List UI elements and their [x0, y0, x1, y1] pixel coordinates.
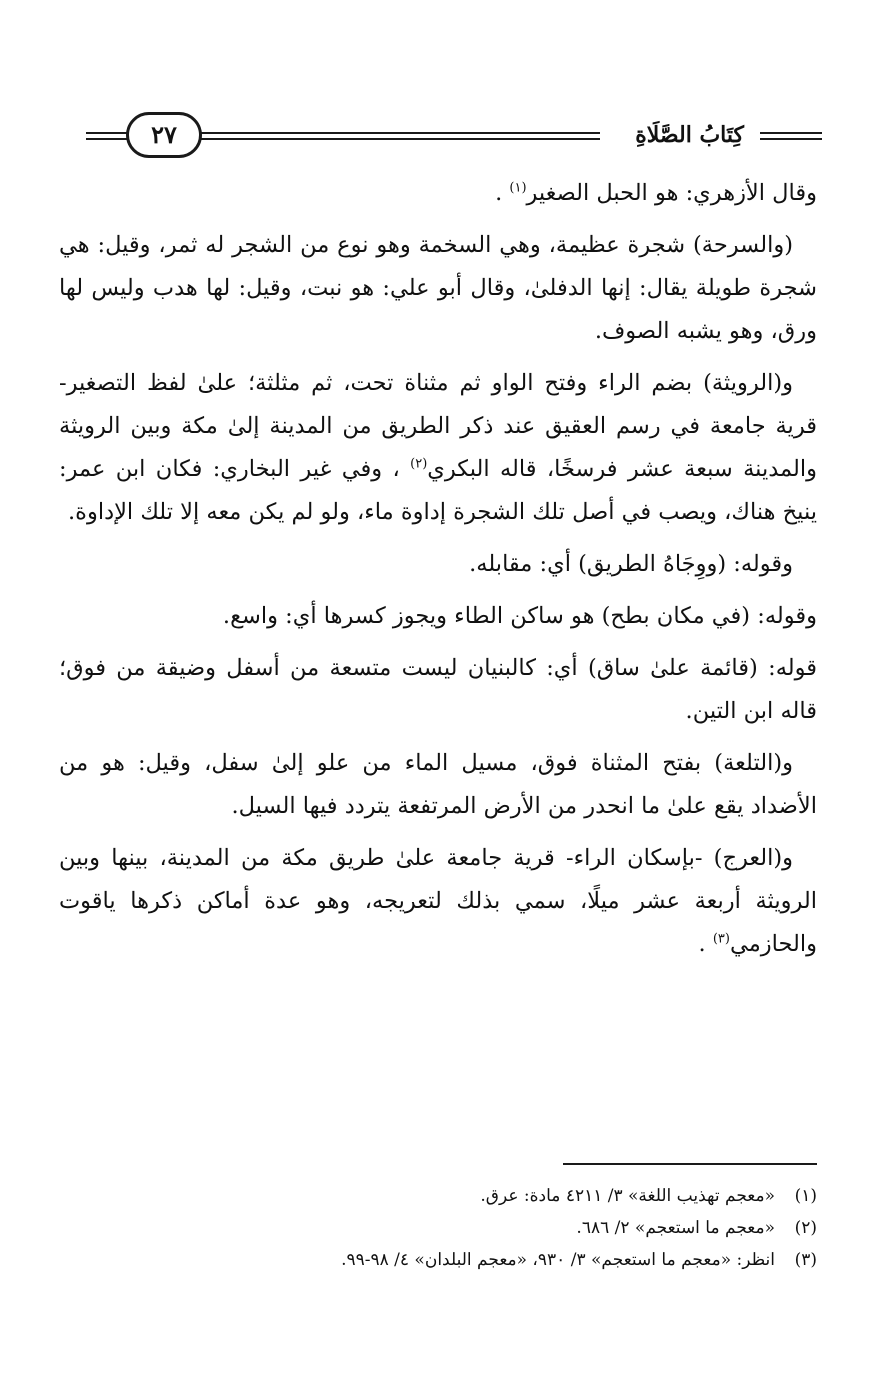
paragraph-text: و(التلعة) بفتح المثناة فوق، مسيل الماء من علو إلىٰ سفل، وقيل: هو من الأضداد يقع علىٰ ما انحدر من الأرض المرتفعة يتردد فيها السيل.: [59, 750, 817, 819]
main-text: [59, 172, 817, 975]
footnote-ref-1[interactable]: (١): [509, 180, 527, 196]
footnote-text: انظر: «معجم ما استعجم» ٣/ ٩٣٠، «معجم البلدان» ٤/ ٩٨-٩٩.: [341, 1250, 775, 1270]
paragraph-text: (والسرحة) شجرة عظيمة، وهي السخمة وهو نوع من الشجر له ثمر، وقيل: هي شجرة طويلة يقال: إنها الدفلىٰ، وقال أبو علي: هو نبت، وقيل: لها هدب وليس لها ورق، وهو يشبه الصوف.: [59, 232, 817, 344]
book-title: كِتَابُ الصَّلَاةِ: [635, 122, 744, 148]
paragraph-arj: [59, 837, 817, 966]
paragraph-ruwaytha: [59, 362, 817, 534]
paragraph-text: وقوله: (ووِجَاهُ الطريق) أي: مقابله.: [469, 551, 793, 577]
header-rule-middle-bottom: [198, 138, 600, 140]
footnote-ref-2[interactable]: (٢): [410, 456, 428, 472]
page-number: ٢٧: [151, 120, 177, 149]
page-number-badge: [126, 112, 202, 158]
paragraph-sarha: [59, 224, 817, 353]
header-rule-right-bottom: [760, 138, 822, 140]
footnote-2: [59, 1212, 817, 1244]
footnote-1: [59, 1180, 817, 1212]
header-rule-right-top: [760, 132, 822, 134]
header-rule-left-top: [86, 132, 130, 134]
paragraph-tal3a: [59, 742, 817, 828]
paragraph-azhari: [59, 172, 817, 215]
paragraph-qaima: [59, 647, 817, 733]
footnote-number: (١): [794, 1186, 817, 1206]
footnotes: [59, 1180, 817, 1276]
paragraph-text: و(الرويثة) بضم الراء وفتح الواو ثم مثناة تحت، ثم مثلثة؛ علىٰ لفظ التصغير- قرية جامعة في رسم العقيق عند ذكر الطريق من المدينة إلىٰ مكة وبين الرويثة والمدينة سبعة عشر فرسخًا، قاله البكري: [59, 370, 817, 482]
footnote-number: (٢): [794, 1218, 817, 1238]
footnote-number: (٣): [794, 1250, 817, 1270]
paragraph-text: وقال الأزهري: هو الحبل الصغير: [526, 180, 817, 206]
paragraph-tail: ، وفي غير البخاري: فكان ابن عمر: ينيخ هناك، ويصب في أصل تلك الشجرة إداوة ماء، ولو لم يكن معه إلا تلك الإداوة.: [59, 456, 817, 525]
paragraph-batah: [59, 595, 817, 638]
footnote-text: «معجم تهذيب اللغة» ٣/ ٤٢١١ مادة: عرق.: [480, 1186, 775, 1206]
page-header: [86, 112, 822, 162]
paragraph-text: وقوله: (في مكان بطح) هو ساكن الطاء ويجوز كسرها أي: واسع.: [222, 603, 817, 629]
footnote-3: [59, 1244, 817, 1276]
paragraph-tail: .: [698, 931, 706, 957]
footnote-ref-3[interactable]: (٣): [712, 931, 730, 947]
header-rule-middle-top: [198, 132, 600, 134]
paragraph-text: قوله: (قائمة علىٰ ساق) أي: كالبنيان ليست متسعة من أسفل وضيقة من فوق؛ قاله ابن التين.: [59, 655, 817, 724]
header-rule-left-bottom: [86, 138, 130, 140]
footnote-text: «معجم ما استعجم» ٢/ ٦٨٦.: [576, 1218, 775, 1238]
paragraph-text: و(العرج) -بإسكان الراء- قرية جامعة علىٰ طريق مكة من المدينة، بينها وبين الرويثة أربعة عشر ميلًا، سمي بذلك لتعريجه، وهو عدة أماكن ذكرها ياقوت والحازمي: [59, 845, 817, 957]
footnote-separator: [563, 1163, 817, 1165]
paragraph-wijah: [59, 543, 817, 586]
paragraph-tail: .: [495, 180, 503, 206]
